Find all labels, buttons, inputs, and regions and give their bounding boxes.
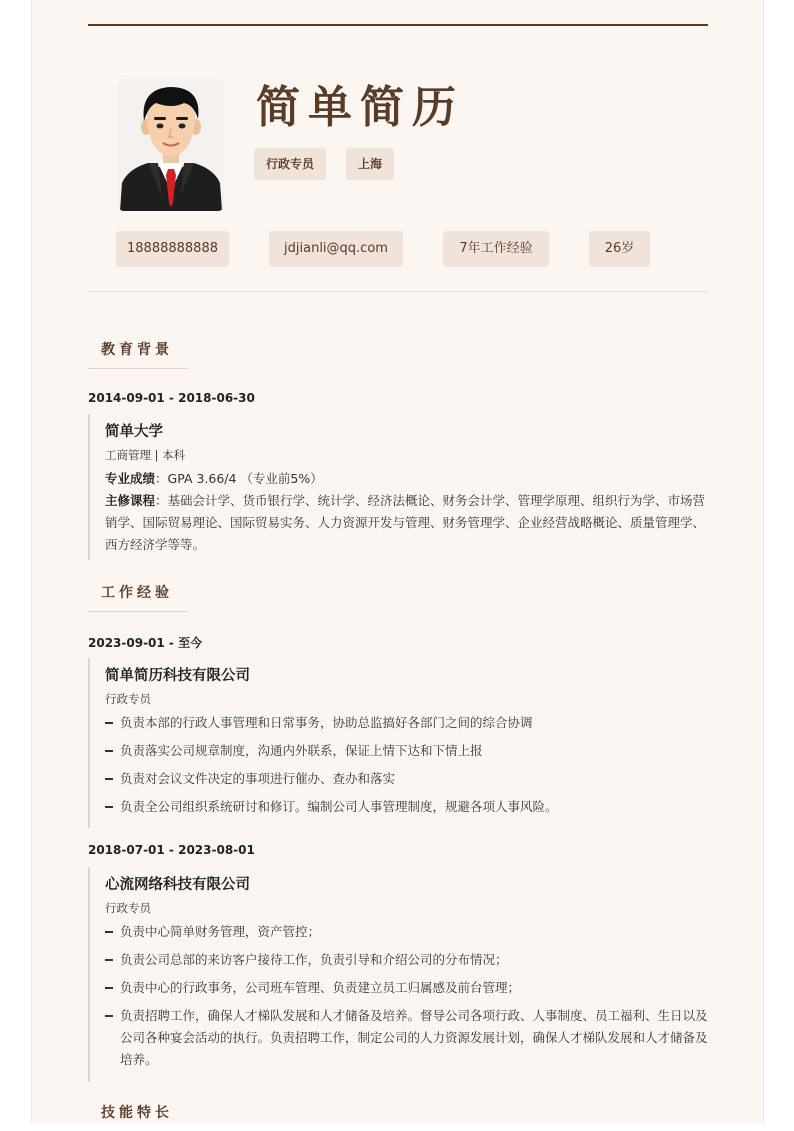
tag-location: 上海 bbox=[346, 148, 394, 180]
work-section-title bbox=[88, 581, 188, 612]
duty-item: 负责对会议文件决定的事项进行催办、查办和落实 bbox=[105, 768, 708, 790]
work-title-text: 工作经验 bbox=[101, 585, 173, 601]
duty-item: 负责全公司组织系统研讨和修订。编制公司人事管理制度，规避各项人事风险。 bbox=[105, 796, 708, 818]
phone-info: 18888888888 bbox=[116, 231, 229, 267]
duty-item: 负责本部的行政人事管理和日常事务，协助总监搞好各部门之间的综合协调 bbox=[105, 712, 708, 734]
job-role: 行政专员 bbox=[105, 692, 151, 706]
education-block bbox=[88, 414, 708, 560]
job-block bbox=[88, 867, 708, 1082]
education-date: 2014-09-01 - 2018-06-30 bbox=[88, 391, 255, 405]
company-name: 简单简历科技有限公司 bbox=[105, 668, 250, 684]
courses-line bbox=[105, 490, 708, 556]
job-date: 2018-07-01 - 2023-08-01 bbox=[88, 843, 255, 857]
tag-list bbox=[254, 148, 394, 180]
header-divider bbox=[88, 291, 708, 292]
education-section-title bbox=[88, 338, 188, 369]
experience-info: 7年工作经验 bbox=[443, 231, 549, 267]
age-info: 26岁 bbox=[589, 231, 650, 267]
duty-item: 负责招聘工作，确保人才梯队发展和人才储备及培养。督导公司各项行政、人事制度、员工福利、生日以及公司各种宴会活动的执行。负责招聘工作，制定公司的人力资源发展计划，确保人才梯队发展和人才储备及培养。 bbox=[105, 1005, 708, 1071]
duty-item: 负责中心的行政事务，公司班车管理、负责建立员工归属感及前台管理； bbox=[105, 977, 708, 999]
skills-title-text: 技能特长 bbox=[101, 1105, 173, 1121]
courses-value: ：基础会计学、货币银行学、统计学、经济法概论、财务会计学、管理学原理、组织行为学、市场营销学、国际贸易理论、国际贸易实务、人力资源开发与管理、财务管理学、企业经营战略概论、质量管理学、西方经济学等等。 bbox=[105, 493, 706, 552]
duty-item: 负责落实公司规章制度，沟通内外联系，保证上情下达和下情上报 bbox=[105, 740, 708, 762]
duty-list bbox=[105, 712, 708, 818]
duty-list bbox=[105, 921, 708, 1071]
email-info: jdjianli@qq.com bbox=[269, 231, 403, 267]
resume-page bbox=[31, 0, 764, 1123]
contact-info bbox=[116, 231, 656, 267]
job-block bbox=[88, 658, 708, 828]
avatar bbox=[118, 79, 224, 211]
school-name: 简单大学 bbox=[105, 424, 163, 440]
gpa-value: ：GPA 3.66/4 （专业前5%） bbox=[155, 471, 323, 486]
gpa-label: 专业成绩 bbox=[105, 471, 156, 486]
duty-item: 负责中心简单财务管理，资产管控； bbox=[105, 921, 708, 943]
page-title: 简单简历 bbox=[256, 82, 464, 133]
top-divider bbox=[88, 24, 708, 26]
avatar-portrait-icon bbox=[118, 79, 224, 211]
skills-section-title bbox=[88, 1101, 188, 1131]
gpa-line bbox=[105, 468, 708, 490]
major-degree: 工商管理 | 本科 bbox=[105, 448, 186, 462]
education-title-text: 教育背景 bbox=[101, 342, 173, 358]
duty-item: 负责公司总部的来访客户接待工作，负责引导和介绍公司的分布情况； bbox=[105, 949, 708, 971]
job-role: 行政专员 bbox=[105, 901, 151, 915]
company-name: 心流网络科技有限公司 bbox=[105, 877, 250, 893]
job-date: 2023-09-01 - 至今 bbox=[88, 636, 203, 650]
tag-position: 行政专员 bbox=[254, 148, 326, 180]
courses-label: 主修课程 bbox=[105, 493, 156, 508]
